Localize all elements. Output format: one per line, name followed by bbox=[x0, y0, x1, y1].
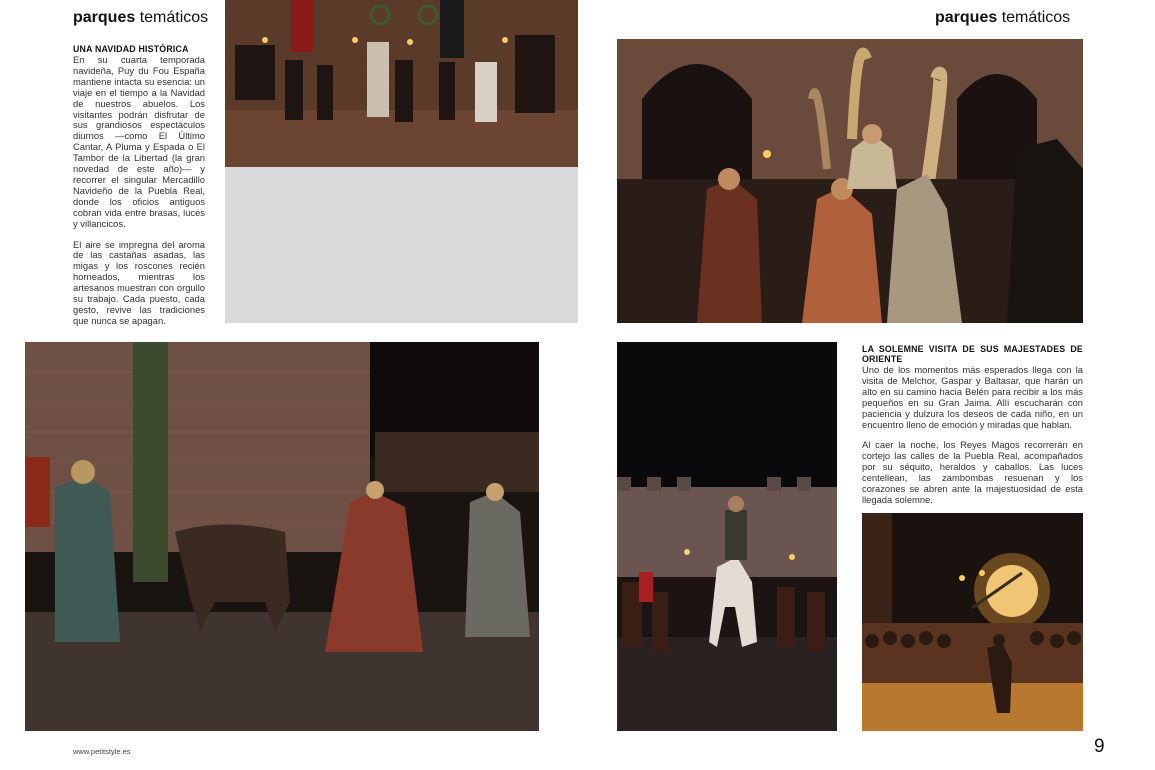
article-heading: LA SOLEMNE VISITA DE SUS MAJESTADES DE ORIENTE bbox=[862, 344, 1083, 364]
section-label-regular: temáticos bbox=[1001, 9, 1071, 26]
article-paragraph: Uno de los momentos más esperados llega con la visita de Melchor, Gaspar y Baltasar, que harán un alto en su camino hacia Belén para recibir a los más pequeños en su Gran Jaima. Allí escucharán con paciencia y dulzura los deseos de cada niño, en un encuentro lleno de emoción y miradas que hablan. bbox=[862, 364, 1083, 430]
left-section-label bbox=[73, 9, 208, 27]
right-section-label bbox=[935, 9, 1070, 27]
photo-king-white-horse bbox=[617, 342, 837, 731]
left-article bbox=[73, 44, 205, 337]
photo-procession-wall bbox=[225, 0, 578, 167]
photo-court-palm-fronds bbox=[617, 39, 1083, 323]
section-label-bold: parques bbox=[73, 9, 136, 26]
article-paragraph: En su cuarta temporada navideña, Puy du Fou España mantiene intacta su esencia: un viaje en el tiempo a la Navidad de nuestros abuelos. Los visitantes podrán disfrutar de sus grandiosos espectáculos diurnos —como El Último Cantar, A Pluma y Espada o El Tambor de la Libertad (la gran novedad de este año)— y recorrer el singular Mercadillo Navideño de la Puebla Real, donde los oficios antiguos cobran vida entre brasas, luces y villancicos. bbox=[73, 54, 205, 229]
article-paragraph: Al caer la noche, los Reyes Magos recorrerán en cortejo las calles de la Puebla Real, acompañados por su séquito, heraldos y caballos. Las luces centellean, las zambombas resuenan y los corazones se abren ante la majestuosidad de esta llegada solemne. bbox=[862, 439, 1083, 505]
photo-three-kings-horses bbox=[25, 342, 539, 731]
gray-background-block bbox=[225, 167, 578, 323]
footer-website-url: www.petitstyle.es bbox=[73, 747, 131, 756]
page-number: 9 bbox=[1094, 736, 1105, 757]
photo-fire-breather bbox=[862, 513, 1083, 731]
section-label-bold: parques bbox=[935, 9, 998, 26]
right-article bbox=[862, 344, 1083, 516]
article-paragraph: El aire se impregna del aroma de las castañas asadas, las migas y los roscones recién horneados, mientras los artesanos muestran con orgullo su trabajo. Cada puesto, cada gesto, revive las tradiciones que nunca se apagan. bbox=[73, 238, 205, 326]
section-label-regular: temáticos bbox=[139, 9, 209, 26]
article-heading: UNA NAVIDAD HISTÓRICA bbox=[73, 44, 189, 54]
